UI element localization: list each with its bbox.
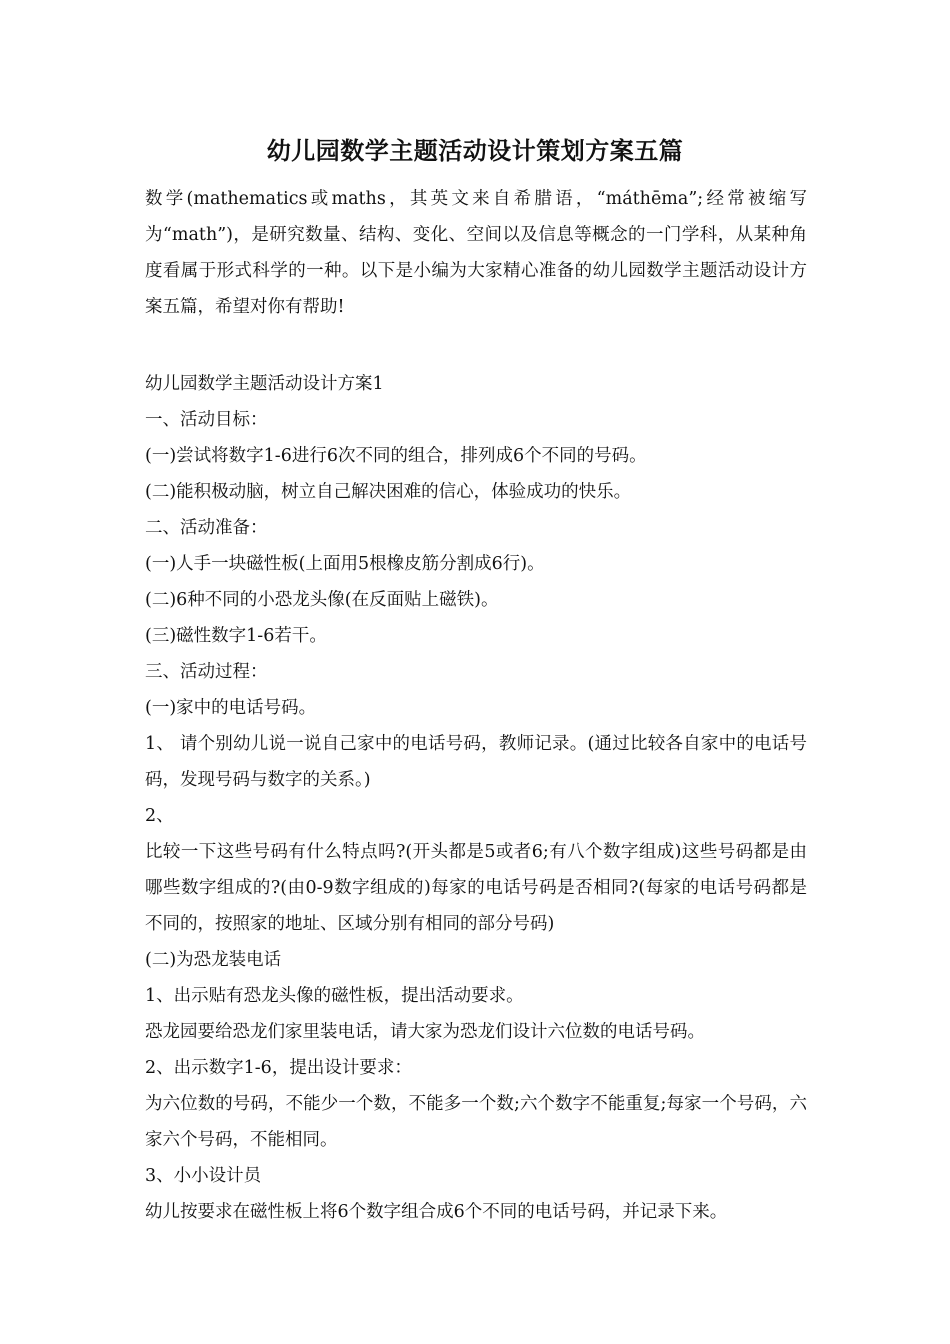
body-paragraph: 3、小小设计员 (145, 1166, 262, 1186)
body-paragraph: 2、出示数字1-6，提出设计要求： (145, 1058, 412, 1078)
body-paragraph: 一、活动目标： (145, 410, 268, 430)
document-body (145, 366, 807, 1230)
section-heading: 幼儿园数学主题活动设计方案1 (145, 374, 384, 394)
body-paragraph: 1、 请个别幼儿说一说自己家中的电话号码，教师记录。(通过比较各自家中的电话号码，发现号码与数字的关系。) (145, 734, 807, 790)
body-paragraph: (三)磁性数字1-6若干。 (145, 626, 327, 646)
body-paragraph: (一)人手一块磁性板(上面用5根橡皮筋分割成6行)。 (145, 554, 545, 574)
intro-paragraph: 数学(mathematics或maths，其英文来自希腊语，“máthēma”;经常被缩写为“math”)，是研究数量、结构、变化、空间以及信息等概念的一门学科，从某种角度看属于形式科学的一种。以下是小编为大家精心准备的幼儿园数学主题活动设计方案五篇，希望对你有帮助! (145, 189, 807, 317)
body-paragraph: (二)能积极动脑，树立自己解决困难的信心，体验成功的快乐。 (145, 482, 632, 502)
body-paragraph: (二)6种不同的小恐龙头像(在反面贴上磁铁)。 (145, 590, 499, 610)
body-paragraph: 为六位数的号码，不能少一个数，不能多一个数;六个数字不能重复;每家一个号码，六家六个号码，不能相同。 (145, 1094, 807, 1150)
body-paragraph: (一)尝试将数字1-6进行6次不同的组合，排列成6个不同的号码。 (145, 446, 647, 466)
body-paragraph: 幼儿按要求在磁性板上将6个数字组合成6个不同的电话号码，并记录下来。 (145, 1202, 728, 1222)
intro-section (145, 181, 807, 325)
body-paragraph: (一)家中的电话号码。 (145, 698, 317, 718)
document-title: 幼儿园数学主题活动设计策划方案五篇 (266, 136, 684, 165)
body-paragraph: 1、出示贴有恐龙头像的磁性板，提出活动要求。 (145, 986, 524, 1006)
body-paragraph: 三、活动过程： (145, 662, 268, 682)
body-paragraph: 比较一下这些号码有什么特点吗?(开头都是5或者6;有八个数字组成)这些号码都是由哪些数字组成的?(由0-9数字组成的)每家的电话号码是否相同?(每家的电话号码都是不同的，按照家的地址、区域分别有相同的部分号码) (145, 842, 807, 934)
body-paragraph: 二、活动准备： (145, 518, 268, 538)
body-paragraph: 2、 (145, 806, 174, 826)
body-paragraph: (二)为恐龙装电话 (145, 950, 282, 970)
body-paragraph: 恐龙园要给恐龙们家里装电话，请大家为恐龙们设计六位数的电话号码。 (145, 1022, 705, 1042)
